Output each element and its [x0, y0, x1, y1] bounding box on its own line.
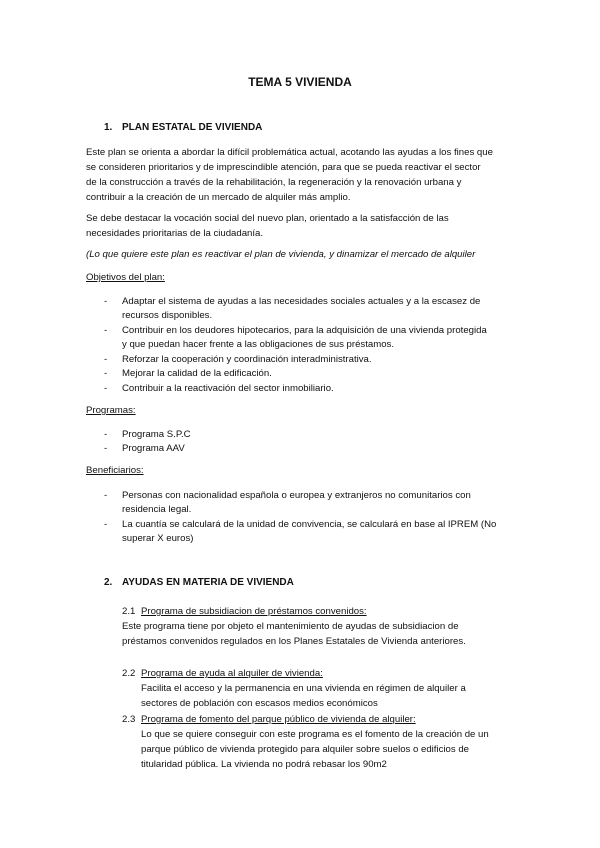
sub3-line: Lo que se quiere conseguir con este programa es el fomento de la creación de un — [141, 729, 489, 740]
bullet-dash: - — [104, 354, 108, 365]
beneficiario-item-cont: residencia legal. — [122, 504, 192, 515]
programas-label: Programas: — [86, 405, 136, 416]
intro-line: contribuir a la creación de un mercado de alquiler más amplio. — [86, 192, 351, 203]
objetivos-label: Objetivos del plan: — [86, 272, 165, 283]
objetivo-item: Contribuir a la reactivación del sector inmobiliario. — [122, 383, 334, 394]
sub2-line: Facilita el acceso y la permanencia en una vivienda en régimen de alquiler a — [141, 683, 466, 694]
beneficiario-item: La cuantía se calculará de la unidad de convivencia, se calculará en base al IPREM (No — [122, 519, 497, 530]
section2-number: 2. — [104, 577, 113, 588]
beneficiarios-label: Beneficiarios: — [86, 465, 144, 476]
programa-item: Programa AAV — [122, 443, 185, 454]
sub3-line: titularidad pública. La vivienda no podrá rebasar los 90m2 — [141, 759, 387, 770]
bullet-dash: - — [104, 443, 108, 454]
sub2-number: 2.2 — [122, 668, 136, 679]
intro-line: de la construcción a través de la rehabilitación, la regeneración y la renovación urbana y — [86, 177, 462, 188]
sub3-title: Programa de fomento del parque público de vivienda de alquiler: — [141, 714, 416, 725]
beneficiario-item: Personas con nacionalidad española o europea y extranjeros no comunitarios con — [122, 490, 471, 501]
sub1-line: préstamos convenidos regulados en los Planes Estatales de Vivienda anteriores. — [122, 636, 466, 647]
bullet-dash: - — [104, 368, 108, 379]
intro-line: se consideren prioritarios y de imprescindible atención, para que se pueda reactivar el sector — [86, 162, 481, 173]
section2-heading: AYUDAS EN MATERIA DE VIVIENDA — [122, 577, 294, 588]
sub3-number: 2.3 — [122, 714, 136, 725]
objetivo-item-cont: recursos disponibles. — [122, 310, 213, 321]
bullet-dash: - — [104, 490, 108, 501]
section1-heading: PLAN ESTATAL DE VIVIENDA — [122, 122, 263, 133]
italic-note: (Lo que quiere este plan es reactivar el plan de vivienda, y dinamizar el mercado de alquiler — [86, 249, 476, 260]
objetivo-item-cont: y que puedan hacer frente a las obligaciones de sus préstamos. — [122, 339, 394, 350]
bullet-dash: - — [104, 325, 108, 336]
sub1-number: 2.1 — [122, 606, 136, 617]
sub1-line: Este programa tiene por objeto el mantenimiento de ayudas de subsidiacion de — [122, 621, 459, 632]
objetivo-item: Mejorar la calidad de la edificación. — [122, 368, 272, 379]
bullet-dash: - — [104, 429, 108, 440]
section1-number: 1. — [104, 122, 113, 133]
programa-item: Programa S.P.C — [122, 429, 191, 440]
objetivo-item: Adaptar el sistema de ayudas a las necesidades sociales actuales y a la escasez de — [122, 296, 481, 307]
social-line: Se debe destacar la vocación social del nuevo plan, orientado a la satisfacción de las — [86, 213, 449, 224]
sub2-line: sectores de población con escasos medios económicos — [141, 698, 378, 709]
sub2-title: Programa de ayuda al alquiler de vivienda: — [141, 668, 323, 679]
document-title: TEMA 5 VIVIENDA — [248, 75, 352, 89]
sub3-line: parque público de vivienda protegido para alquiler sobre suelos o edificios de — [141, 744, 470, 755]
bullet-dash: - — [104, 296, 108, 307]
objetivo-item: Reforzar la cooperación y coordinación interadministrativa. — [122, 354, 372, 365]
bullet-dash: - — [104, 383, 108, 394]
objetivo-item: Contribuir en los deudores hipotecarios, para la adquisición de una vivienda protegida — [122, 325, 487, 336]
social-line: necesidades prioritarias de la ciudadanía. — [86, 228, 264, 239]
sub1-title: Programa de subsidiacion de préstamos convenidos: — [141, 606, 367, 617]
bullet-dash: - — [104, 519, 108, 530]
intro-line: Este plan se orienta a abordar la difícil problemática actual, acotando las ayudas a los fines que — [86, 147, 493, 158]
beneficiario-item-cont: superar X euros) — [122, 533, 194, 544]
